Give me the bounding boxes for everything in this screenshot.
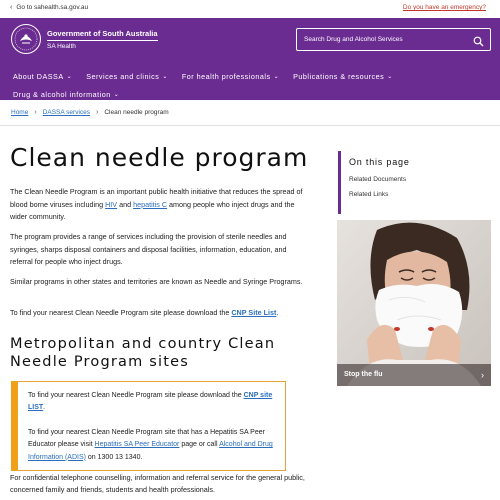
text: and [117,199,134,209]
intro-paragraph [10,186,310,224]
nav-item-publications[interactable] [293,72,393,81]
goto-label: Go to sahealth.sa.gov.au [16,4,89,11]
site-list-paragraph [10,307,310,320]
text: on 1300 13 1340. [85,453,143,461]
breadcrumb-dassa-services[interactable]: DASSA services [42,109,91,116]
chevron-right-icon: › [96,109,99,116]
emergency-link[interactable]: Do you have an emergency? [402,4,486,11]
site-header [0,18,500,100]
search-input[interactable] [297,29,467,50]
chevron-down-icon: ⌄ [66,73,73,80]
peer-educator-link[interactable]: Hepatitis SA Peer Educator [94,441,180,449]
cnp-site-list-link[interactable]: CNP site LIST [28,392,273,412]
callout-paragraph [28,390,280,415]
chevron-right-icon: › [34,109,37,116]
adis-link[interactable]: Alcohol and Drug Information (ADIS) [28,441,273,461]
chevron-left-icon: ‹ [10,4,13,11]
sa-health-label: SA Health [47,42,76,50]
callout-box [11,381,286,471]
text: To find your nearest Clean Needle Program site please download the [10,308,232,317]
nav-item-about-dassa[interactable] [13,72,72,81]
services-paragraph: The program provides a range of services including the provision of sterile needles and syringes, sharps disposal containers and disposal facilities, information, education, and referral for people who inject drugs. [10,232,287,267]
nav-item-health-professionals[interactable] [182,72,279,81]
divider [0,125,500,126]
on-this-page-title: On this page [349,157,410,167]
top-utility-bar [0,0,500,18]
goto-sahealth-link[interactable] [10,4,88,11]
nav-item-label: For health professionals [181,71,271,81]
text: The Clean Needle Program is an important public health initiative that reduces the spread of blood borne viruses including [10,187,303,209]
hepatitis-c-link[interactable]: hepatitis C [133,199,168,209]
text: To find your nearest Clean Needle Program site that has a Hepatitis SA Peer Educator please visit [28,429,265,449]
stop-the-flu-promo[interactable] [337,220,491,386]
main-navigation [0,68,500,102]
text: To find your nearest Clean Needle Program site please download the [28,392,244,399]
promo-caption: Stop the flu [337,364,491,386]
breadcrumb-home[interactable]: Home [11,109,29,116]
site-search [296,28,491,51]
nav-item-label: Publications & resources [293,71,385,81]
similar-programs-paragraph: Similar programs in other states and territories are known as Needle and Syringe Programs. [10,277,303,286]
nav-item-drug-alcohol-info[interactable] [13,90,119,99]
section-heading: Metropolitan and country Clean Needle Program sites [10,336,276,370]
text: among people who inject drugs and the wider community. [10,199,295,222]
nav-item-label: Drug & alcohol information [13,89,111,99]
nav-item-label: Services and clinics [86,71,160,81]
chevron-down-icon: ⌄ [387,73,393,80]
site-logo[interactable] [11,24,158,54]
government-seal-icon [11,24,41,54]
cnp-site-list-link[interactable]: CNP Site List [231,308,277,317]
nav-item-label: About DASSA [13,71,64,81]
text: . [276,308,279,317]
text: . [43,404,46,412]
on-this-page-nav [338,151,490,214]
chevron-down-icon: ⌄ [162,73,168,80]
breadcrumb [11,109,169,116]
callout-paragraph [28,427,280,464]
chevron-down-icon: ⌄ [113,91,120,98]
page-title: Clean needle program [10,143,309,172]
text: page or call [179,441,220,449]
related-documents-link[interactable]: Related Documents [349,176,407,183]
counselling-paragraph: For confidential telephone counselling, information and referral service for the general public, concerned family and friends, students and health professionals. [10,473,305,495]
breadcrumb-current: Clean needle program [104,109,169,116]
search-icon[interactable] [473,34,484,45]
chevron-right-icon: › [481,370,484,380]
woman-sneezing-image [337,220,491,386]
nav-item-services-and-clinics[interactable] [86,72,168,81]
hiv-link[interactable]: HIV [105,199,118,209]
related-links-link[interactable]: Related Links [349,191,389,198]
gov-sa-label: Government of South Australia [47,29,158,41]
chevron-down-icon: ⌄ [273,73,280,80]
